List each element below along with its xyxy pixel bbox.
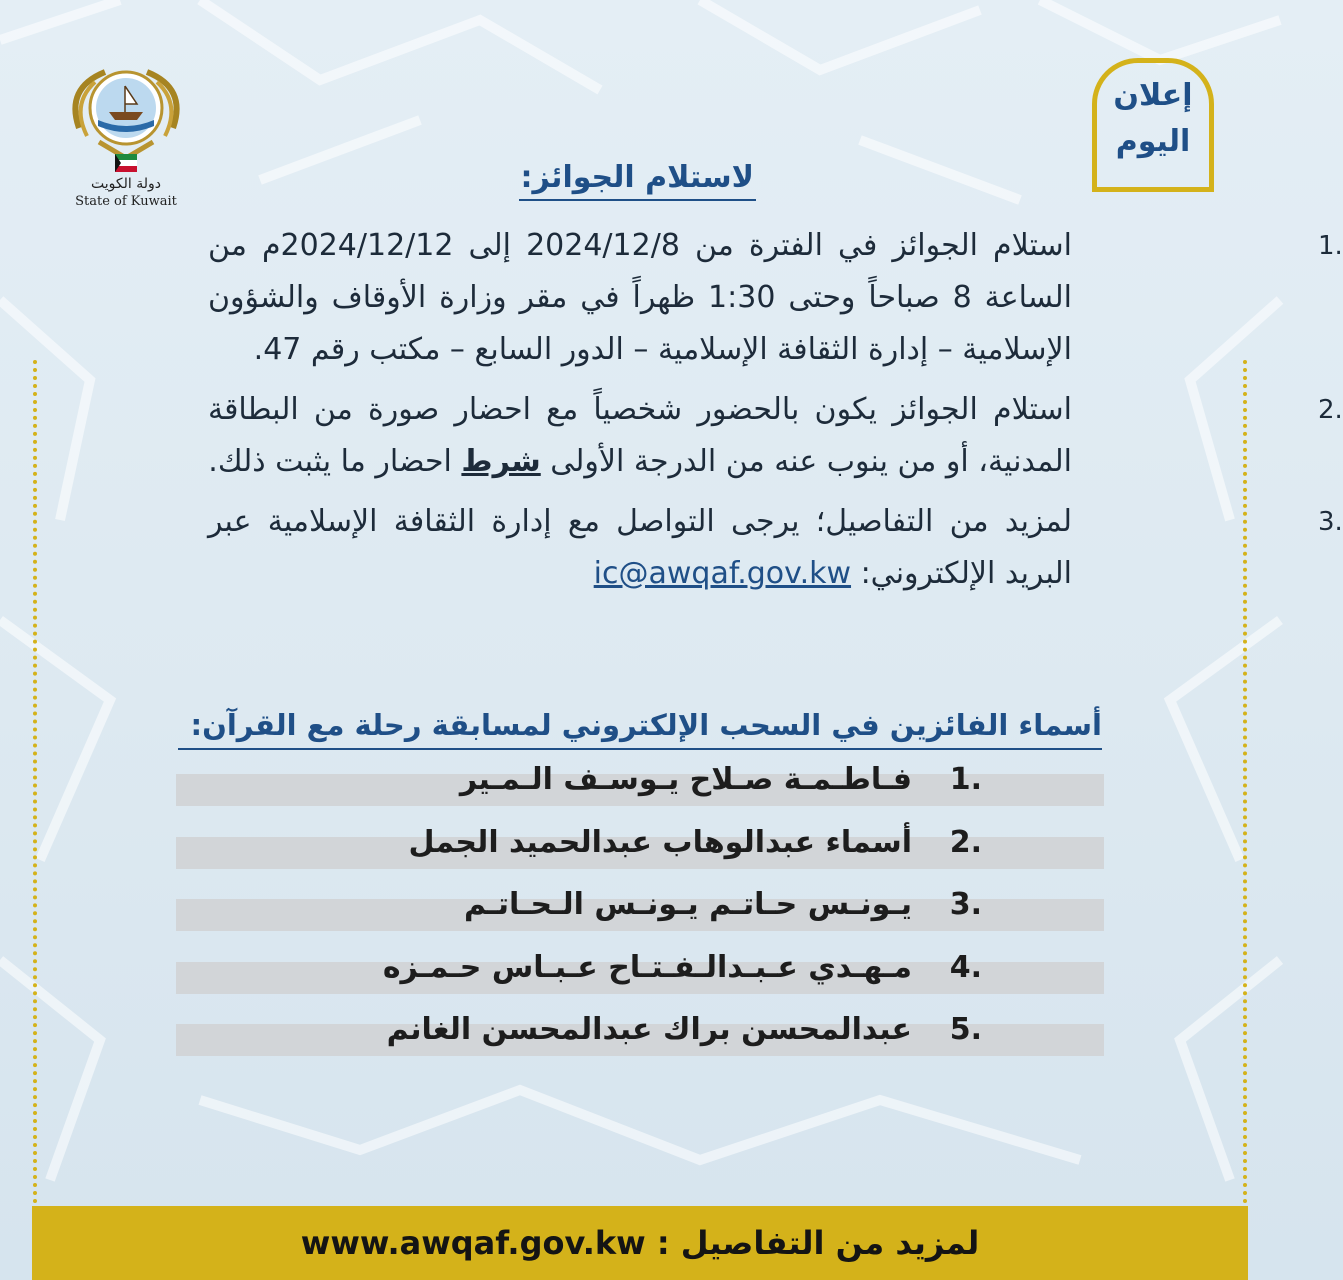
instruction-number: .2 [1318, 395, 1343, 425]
instructions-list [208, 220, 1343, 608]
winner-number: .3 [949, 887, 982, 922]
email-link[interactable]: ic@awqaf.gov.kw [593, 556, 852, 591]
instruction-text: استلام الجوائز يكون بالحضور شخصياً مع احضار صورة من البطاقة المدنية، أو من ينوب عنه من الدرجة الأولى [208, 392, 1072, 479]
footer-label: لمزيد من التفاصيل : [656, 1224, 980, 1262]
kuwait-emblem-icon [65, 58, 187, 178]
prize-collection-title: لاستلام الجوائز: [519, 160, 756, 201]
badge-line-2: اليوم [1115, 124, 1191, 159]
instruction-number: .1 [1318, 231, 1343, 261]
instruction-text: استلام الجوائز في الفترة من 2024/12/8 إلى 2024/12/12م من الساعة 8 صباحاً وحتى 1:30 ظهراً في مقر وزارة الأوقاف والشؤون الإسلامية – إدارة الثقافة الإسلامية – الدور السابع – مكتب رقم 47. [208, 228, 1072, 367]
instruction-text-continued: احضار ما يثبت ذلك. [208, 444, 452, 479]
winner-name: عبدالمحسن براك عبدالمحسن الغانم [386, 1012, 912, 1047]
footer-website-link[interactable]: www.awqaf.gov.kw [300, 1224, 646, 1262]
winner-number: .1 [949, 762, 982, 797]
winner-row [176, 1012, 1104, 1056]
winner-row [176, 825, 1104, 869]
winner-name: فـاطـمـة صـلاح يـوسـف الـمـير [459, 762, 912, 797]
dotted-border-right [1243, 360, 1247, 1220]
winner-row [176, 887, 1104, 931]
winner-name: أسماء عبدالوهاب عبدالحميد الجمل [408, 825, 912, 860]
winner-number: .4 [949, 950, 982, 985]
winner-row [176, 762, 1104, 806]
emblem-english-text: State of Kuwait [75, 194, 177, 209]
winner-name: يـونـس حـاتـم يـونـس الـحـاتـم [463, 887, 912, 922]
condition-emphasis: شرط [461, 444, 541, 479]
winner-row [176, 950, 1104, 994]
winners-title: أسماء الفائزين في السحب الإلكتروني لمسابقة رحلة مع القرآن: [178, 708, 1102, 750]
footer-bar [32, 1206, 1248, 1280]
kuwait-emblem [64, 58, 188, 238]
emblem-arabic-text: دولة الكويت [91, 176, 161, 192]
winner-name: مـهـدي عـبـدالـفـتـاح عـبـاس حـمـزه [382, 950, 912, 985]
dotted-border-left [33, 360, 37, 1220]
instruction-item-1 [208, 220, 1343, 376]
badge-line-1: إعلان [1113, 78, 1193, 113]
winner-number: .2 [949, 825, 982, 860]
instruction-item-3 [208, 496, 1343, 600]
instruction-number: .3 [1318, 507, 1343, 537]
announcement-badge [1092, 58, 1214, 192]
instruction-item-2 [208, 384, 1343, 488]
winner-number: .5 [949, 1012, 982, 1047]
instruction-text: لمزيد من التفاصيل؛ يرجى التواصل مع إدارة الثقافة الإسلامية عبر البريد الإلكتروني: [208, 504, 1072, 591]
